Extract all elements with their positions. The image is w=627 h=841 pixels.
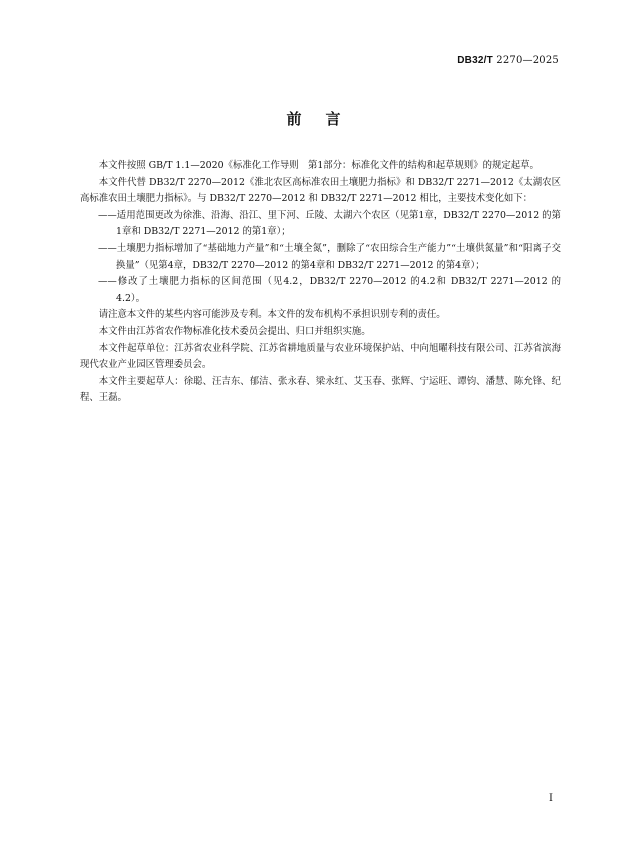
document-code bbox=[457, 55, 559, 66]
paragraph-drafting-units: 本文件起草单位：江苏省农业科学院、江苏省耕地质量与农业环境保护站、中向旭曜科技有限公司、江苏省滨海现代农业产业园区管理委员会。 bbox=[80, 342, 561, 371]
document-code-prefix: DB32/T bbox=[457, 55, 493, 66]
paragraph-patent-notice: 请注意本文件的某些内容可能涉及专利。本文件的发布机构不承担识别专利的责任。 bbox=[98, 309, 446, 321]
document-code-number: 2270—2025 bbox=[492, 55, 559, 66]
paragraph-drafting-basis: 本文件按照 GB/T 1.1—2020《标准化工作导则 第1部分：标准化文件的结构和起草规则》的规定起草。 bbox=[98, 160, 539, 171]
change-item: ——土壤肥力指标增加了“基础地力产量”和“土壤全氮”，删除了“农田综合生产能力”“土壤供氮量”和“阳离子交换量”（见第4章，DB32/T 2270—2012 的第4章和 DB32/T 2271—2012 的第4章）； bbox=[98, 242, 561, 271]
page-title: 前言 bbox=[286, 110, 365, 128]
foreword-body bbox=[80, 158, 561, 407]
change-item: ——修改了土壤肥力指标的区间范围（见4.2，DB32/T 2270—2012 的4.2和 DB32/T 2271—2012 的4.2）。 bbox=[98, 276, 561, 304]
paragraph-proposer: 本文件由江苏省农作物标准化技术委员会提出、归口并组织实施。 bbox=[98, 325, 371, 337]
page-number: I bbox=[549, 793, 553, 804]
paragraph-drafters: 本文件主要起草人：徐聪、汪吉东、郁洁、张永春、梁永红、艾玉春、张辉、宁运旺、谭钧、潘慧、陈允锋、纪程、王磊。 bbox=[80, 375, 561, 404]
paragraph-replaces: 本文件代替 DB32/T 2270—2012《淮北农区高标准农田土壤肥力指标》和 DB32/T 2271—2012《太湖农区高标准农田土壤肥力指标》。与 DB32/T 2270—2012 和 DB32/T 2271—2012 相比，主要技术变化如下： bbox=[80, 176, 561, 205]
change-item: ——适用范围更改为徐淮、沿海、沿江、里下河、丘陵、太湖六个农区（见第1章，DB32/T 2270—2012 的第1章和 DB32/T 2271—2012 的第1章）； bbox=[98, 209, 561, 238]
